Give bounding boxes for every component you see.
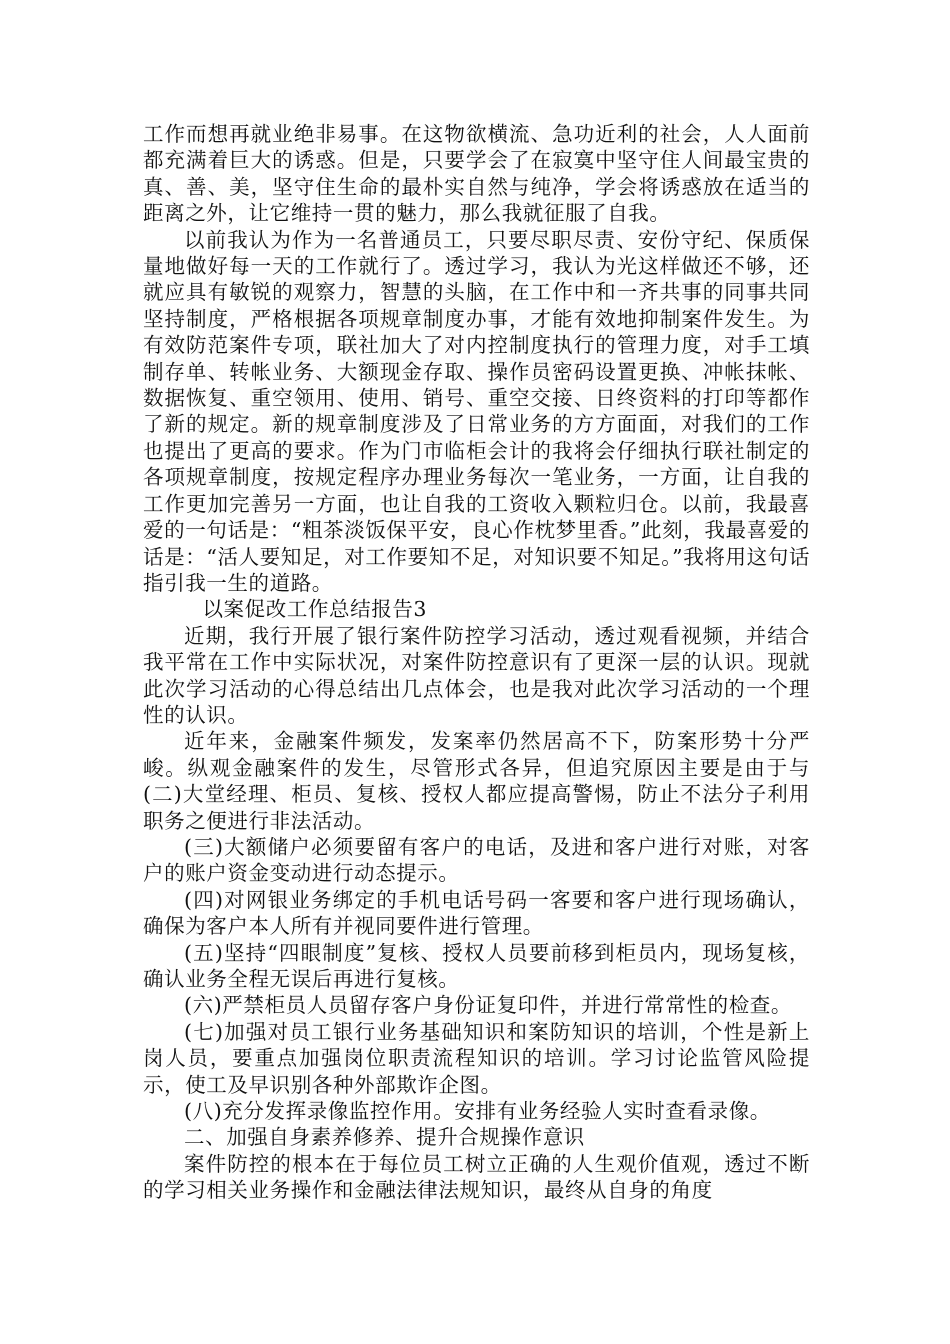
section-heading: 以案促改工作总结报告3 [202, 597, 428, 622]
paragraph: 近年来，金融案件频发，发案率仍然居高不下，防案形势十分严峻。纵观金融案件的发生，尽管形式各异，但追究原因主要是由于与(二)大堂经理、柜员、复核、授权人都应提高警惕，防止不法分子利用职务之便进行非法活动。 [143, 729, 810, 833]
paragraph: (六)严禁柜员人员留存客户身份证复印件，并进行常常性的检查。 [184, 993, 792, 1018]
paragraph: 以前我认为作为一名普通员工，只要尽职尽责、安份守纪、保质保量地做好每一天的工作就行了。透过学习，我认为光这样做还不够，还就应具有敏锐的观察力，智慧的头脑，在工作中和一齐共事的同事共同坚持制度，严格根据各项规章制度办事，才能有效地抑制案件发生。为有效防范案件专项，联社加大了对内控制度执行的管理力度，对手工填制存单、转帐业务、大额现金存取、操作员密码设置更换、冲帐抹帐、数据恢复、重空领用、使用、销号、重空交接、日终资料的打印等都作了新的规定。新的规章制度涉及了日常业务的方方面面，对我们的工作也提出了更高的要求。作为门市临柜会计的我将会仔细执行联社制定的各项规章制度，按规定程序办理业务每次一笔业务，一方面，让自我的工作更加完善另一方面，也让自我的工资收入颗粒归仓。以前，我最喜爱的一句话是：“粗茶淡饭保平安，良心作枕梦里香。”此刻，我最喜爱的话是：“活人要知足，对工作要知不足，对知识要不知足。”我将用这句话指引我一生的道路。 [143, 227, 810, 595]
paragraph: (四)对网银业务绑定的手机电话号码一客要和客户进行现场确认，确保为客户本人所有并视同要件进行管理。 [143, 887, 810, 939]
paragraph: 近期，我行开展了银行案件防控学习活动，透过观看视频，并结合我平常在工作中实际状况，对案件防控意识有了更深一层的认识。现就此次学习活动的心得总结出几点体会，也是我对此次学习活动的一个理性的认识。 [143, 623, 810, 727]
paragraph-continuation: 工作而想再就业绝非易事。在这物欲横流、急功近利的社会，人人面前都充满着巨大的诱惑。但是，只要学会了在寂寞中坚守住人间最宝贵的真、善、美，坚守住生命的最朴实自然与纯净，学会将诱惑放在适当的距离之外，让它维持一贯的魅力，那么我就征服了自我。 [143, 122, 810, 226]
paragraph: 案件防控的根本在于每位员工树立正确的人生观价值观，透过不断的学习相关业务操作和金融法律法规知识，最终从自身的角度 [143, 1151, 810, 1203]
document-body [143, 121, 810, 1204]
paragraph: (三)大额储户必须要留有客户的电话，及进和客户进行对账，对客户的账户资金变动进行动态提示。 [143, 834, 810, 886]
paragraph: (七)加强对员工银行业务基础知识和案防知识的培训，个性是新上岗人员，要重点加强岗位职责流程知识的培训。学习讨论监管风险提示，使工及早识别各种外部欺诈企图。 [143, 1019, 810, 1097]
section-heading: 二、加强自身素养修养、提升合规操作意识 [184, 1125, 585, 1150]
paragraph: (五)坚持“四眼制度”复核、授权人员要前移到柜员内，现场复核，确认业务全程无误后再进行复核。 [143, 940, 810, 991]
paragraph: (八)充分发挥录像监控作用。安排有业务经验人实时查看录像。 [184, 1099, 771, 1124]
